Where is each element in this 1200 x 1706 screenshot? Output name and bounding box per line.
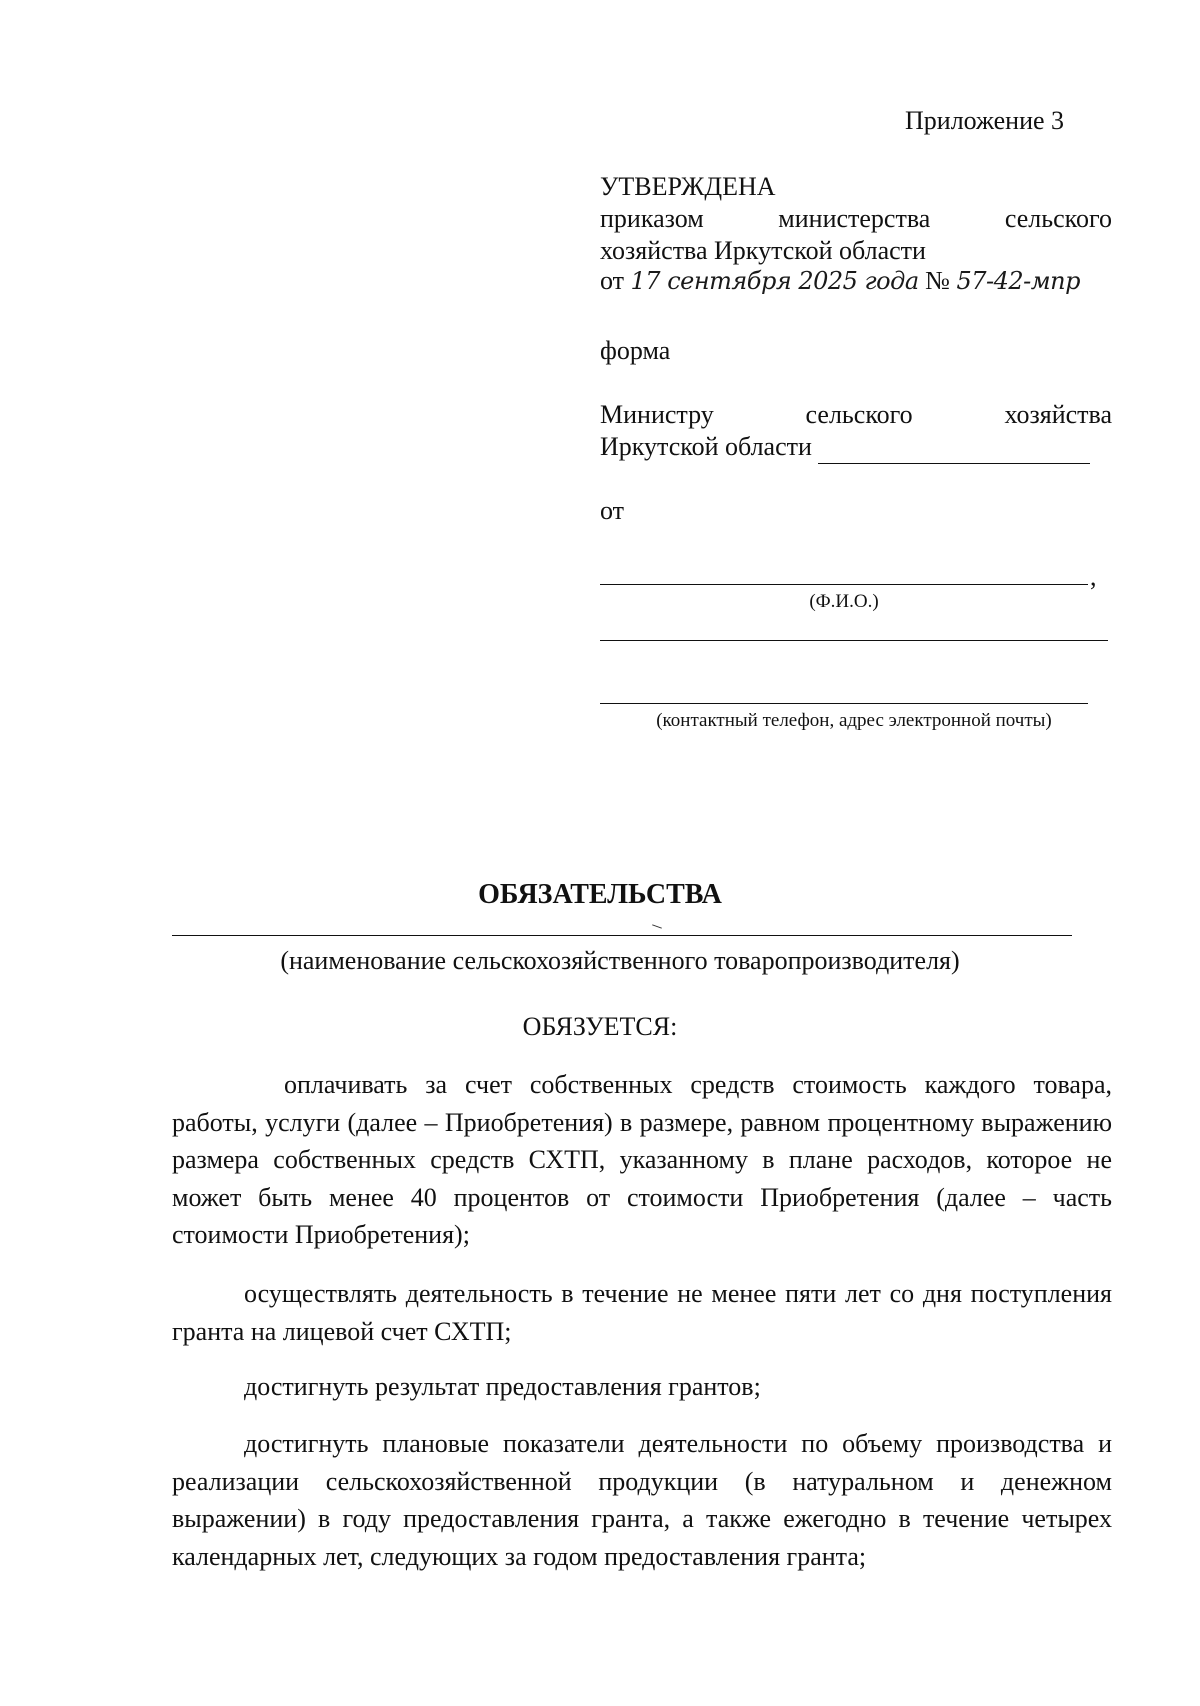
fio-blank-line <box>600 584 1088 585</box>
fio-trailing-comma: , <box>1090 562 1097 591</box>
form-label: форма <box>600 336 671 365</box>
obligation-paragraph-1: оплачивать за счет собственных средств стоимость каждого товара, работы, услуги (далее – Приобретения) в размере, равном процентному выражению размера собственных средств СХТП, указанному в плане расходов, которое не может быть менее 40 процентов от стоимости Приобретения (далее – часть стоимости Приобретения); <box>172 1070 1112 1249</box>
obligation-paragraph-2: осуществлять деятельность в течение не менее пяти лет со дня поступления гранта на лицевой счет СХТП; <box>172 1279 1112 1346</box>
approved-by-line1: приказом министерства сельского <box>600 204 1112 233</box>
order-reference <box>600 264 1080 298</box>
contact-blank-line <box>600 703 1088 704</box>
document-title: ОБЯЗАТЕЛЬСТВА <box>478 879 722 910</box>
appendix-label: Приложение 3 <box>905 106 1065 135</box>
approved-by-line2: хозяйства Иркутской области <box>600 236 926 265</box>
order-number-sign: № <box>925 266 950 295</box>
addressee-minister-line1: Министру сельского хозяйства <box>600 400 1112 429</box>
producer-name-blank-line <box>172 935 1072 936</box>
fio-caption: (Ф.И.О.) <box>809 591 879 612</box>
handwritten-order-date: 17 сентября 2025 года <box>630 267 919 295</box>
obligates-heading: ОБЯЗУЕТСЯ: <box>522 1012 678 1041</box>
second-blank-line <box>600 640 1108 641</box>
from-label: от <box>600 496 625 525</box>
producer-caption: (наименование сельскохозяйственного товаропроизводителя) <box>280 946 960 975</box>
minister-name-blank <box>818 439 1090 464</box>
obligation-paragraph-3: достигнуть результат предоставления грантов; <box>244 1372 761 1401</box>
obligation-paragraph-4: достигнуть плановые показатели деятельности по объему производства и реализации сельскохозяйственной продукции (в натуральном и денежном выражении) в году предоставления гранта, а также ежегодно в течение четырех календарных лет, следующих за годом предоставления гранта; <box>172 1429 1112 1571</box>
contact-caption: (контактный телефон, адрес электронной почты) <box>656 710 1052 731</box>
addressee-region: Иркутской области <box>600 432 812 461</box>
handwritten-order-number: 57-42-мпр <box>956 267 1080 295</box>
stray-mark <box>652 924 662 928</box>
addressee-minister-line2 <box>600 430 1090 464</box>
approved-heading: УТВЕРЖДЕНА <box>600 172 776 201</box>
order-prefix: от <box>600 266 625 295</box>
